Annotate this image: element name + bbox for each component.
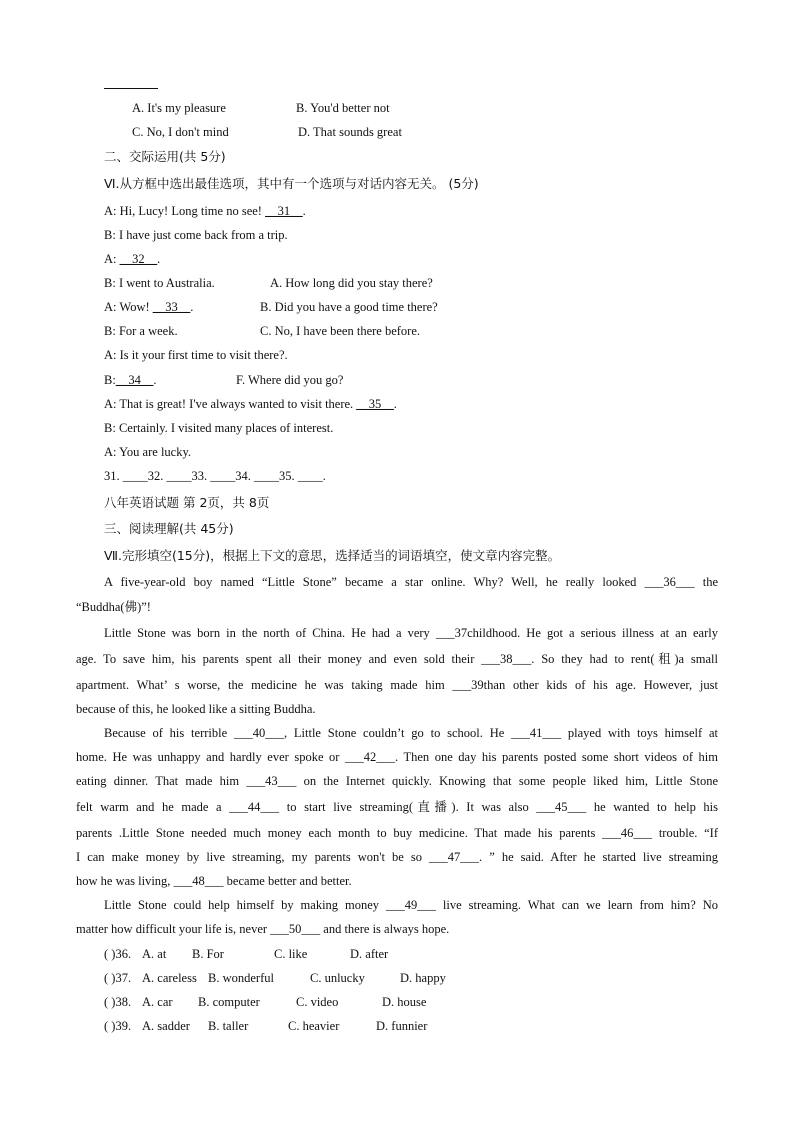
question-option: C. heavier <box>288 1019 340 1033</box>
dialogue-line: B: For a week. <box>104 324 178 338</box>
passage-line: home. He was unhappy and hardly ever spoke or ___42___. Then one day his parents posted some short videos of him <box>76 750 718 764</box>
choice-c: C. No, I have been there before. <box>260 324 420 338</box>
passage-line: parents .Little Stone needed much money each month to buy medicine. That made his parents ___46___ trouble. “If <box>76 826 718 840</box>
question-option: B. wonderful <box>208 971 274 985</box>
question-number: ( )39. <box>104 1019 132 1033</box>
option-d: D. That sounds great <box>298 125 402 139</box>
passage-line: because of this, he looked like a sitting Buddha. <box>76 702 316 716</box>
blank-33: __33__ <box>152 300 191 314</box>
question-number: ( )36. <box>104 947 132 961</box>
passage-line: I can make money by live streaming, my parents won't be so ___47___. ” he said. After he started live streaming <box>76 850 718 864</box>
option-c: C. No, I don't mind <box>132 125 229 139</box>
question-option: B. taller <box>208 1019 249 1033</box>
question-option: C. video <box>296 995 339 1009</box>
question-option: D. after <box>350 947 389 961</box>
option-a: A. It's my pleasure <box>132 101 226 115</box>
question-option: D. happy <box>400 971 446 985</box>
question-option: A. at <box>142 947 167 961</box>
answer-blank-line <box>104 88 158 89</box>
blank-35: __35__ <box>356 397 394 411</box>
choice-b: B. Did you have a good time there? <box>260 300 438 314</box>
dialogue-line: B: I went to Australia. <box>104 276 215 290</box>
question-option: A. careless <box>142 971 197 985</box>
passage-line: matter how difficult your life is, never ___50___ and there is always hope. <box>76 922 450 936</box>
dialogue-line: A: Wow! __33__. <box>104 300 194 314</box>
section-instruction: Ⅵ.从方框中选出最佳选项，其中有一个选项与对话内容无关。 (5分) <box>104 176 479 191</box>
question-option: A. car <box>142 995 173 1009</box>
option-b: B. You'd better not <box>296 101 390 115</box>
passage-line: A five-year-old boy named “Little Stone” became a star online. Why? Well, he really looked ___36___ the <box>104 575 718 589</box>
passage-line: Because of his terrible ___40___, Little Stone couldn’t go to school. He ___41___ played with toys himself at <box>104 726 718 740</box>
passage-line: felt warm and he made a ___44___ to start live streaming(直播). It was also ___45___ he wanted to help his <box>76 800 718 814</box>
passage-line: “Buddha(佛)”! <box>76 600 151 614</box>
question-option: B. For <box>192 947 224 961</box>
blank-31: __31__ <box>265 204 303 218</box>
passage-line: Little Stone could help himself by making money ___49___ live streaming. What can we learn from him? No <box>104 898 718 912</box>
dialogue-line: A: You are lucky. <box>104 445 192 459</box>
passage-line: Little Stone was born in the north of China. He had a very ___37childhood. He got a serious illness at an early <box>104 626 718 640</box>
dialogue-line: A: Is it your first time to visit there?. <box>104 348 288 362</box>
passage-line: age. To save him, his parents spent all their money and even sold their ___38___. So they had to rent(租)a small <box>76 652 718 666</box>
answer-line: 31. ____32. ____33. ____34. ____35. ____. <box>104 469 326 483</box>
dialogue-line: B: I have just come back from a trip. <box>104 228 288 242</box>
section-heading: 二、交际运用(共 5分) <box>104 149 226 164</box>
blank-34: __34__ <box>115 373 154 387</box>
section-instruction: Ⅶ.完形填空(15分)，根据上下文的意思，选择适当的词语填空，使文章内容完整。 <box>104 548 561 563</box>
dialogue-line: B: Certainly. I visited many places of interest. <box>104 421 334 435</box>
choice-a: A. How long did you stay there? <box>270 276 433 290</box>
question-number: ( )37. <box>104 971 132 985</box>
question-option: D. house <box>382 995 427 1009</box>
dialogue-line: A: That is great! I've always wanted to visit there. __35__. <box>104 397 397 411</box>
passage-line: eating dinner. That made him ___43___ on the Internet quickly. Knowing that some people liked him, Little Stone <box>76 774 718 788</box>
choice-f: F. Where did you go? <box>236 373 344 387</box>
passage-line: how he was living, ___48___ became better and better. <box>76 874 352 888</box>
question-option: C. unlucky <box>310 971 365 985</box>
question-option: C. like <box>274 947 308 961</box>
dialogue-line: B:__34__. <box>104 373 157 387</box>
question-option: B. computer <box>198 995 260 1009</box>
question-option: A. sadder <box>142 1019 190 1033</box>
passage-line: apartment. What’ s worse, the medicine he was taking made him ___39than other kids of his age. However, just <box>76 678 718 692</box>
section-heading: 三、阅读理解(共 45分) <box>104 521 234 536</box>
blank-32: __32__ <box>119 252 158 266</box>
question-option: D. funnier <box>376 1019 428 1033</box>
page-footer-text: 八年英语试题 第 2页，共 8页 <box>104 495 270 510</box>
question-number: ( )38. <box>104 995 132 1009</box>
dialogue-line: A: Hi, Lucy! Long time no see! __31__. <box>104 204 306 218</box>
dialogue-line: A: __32__. <box>104 252 161 266</box>
